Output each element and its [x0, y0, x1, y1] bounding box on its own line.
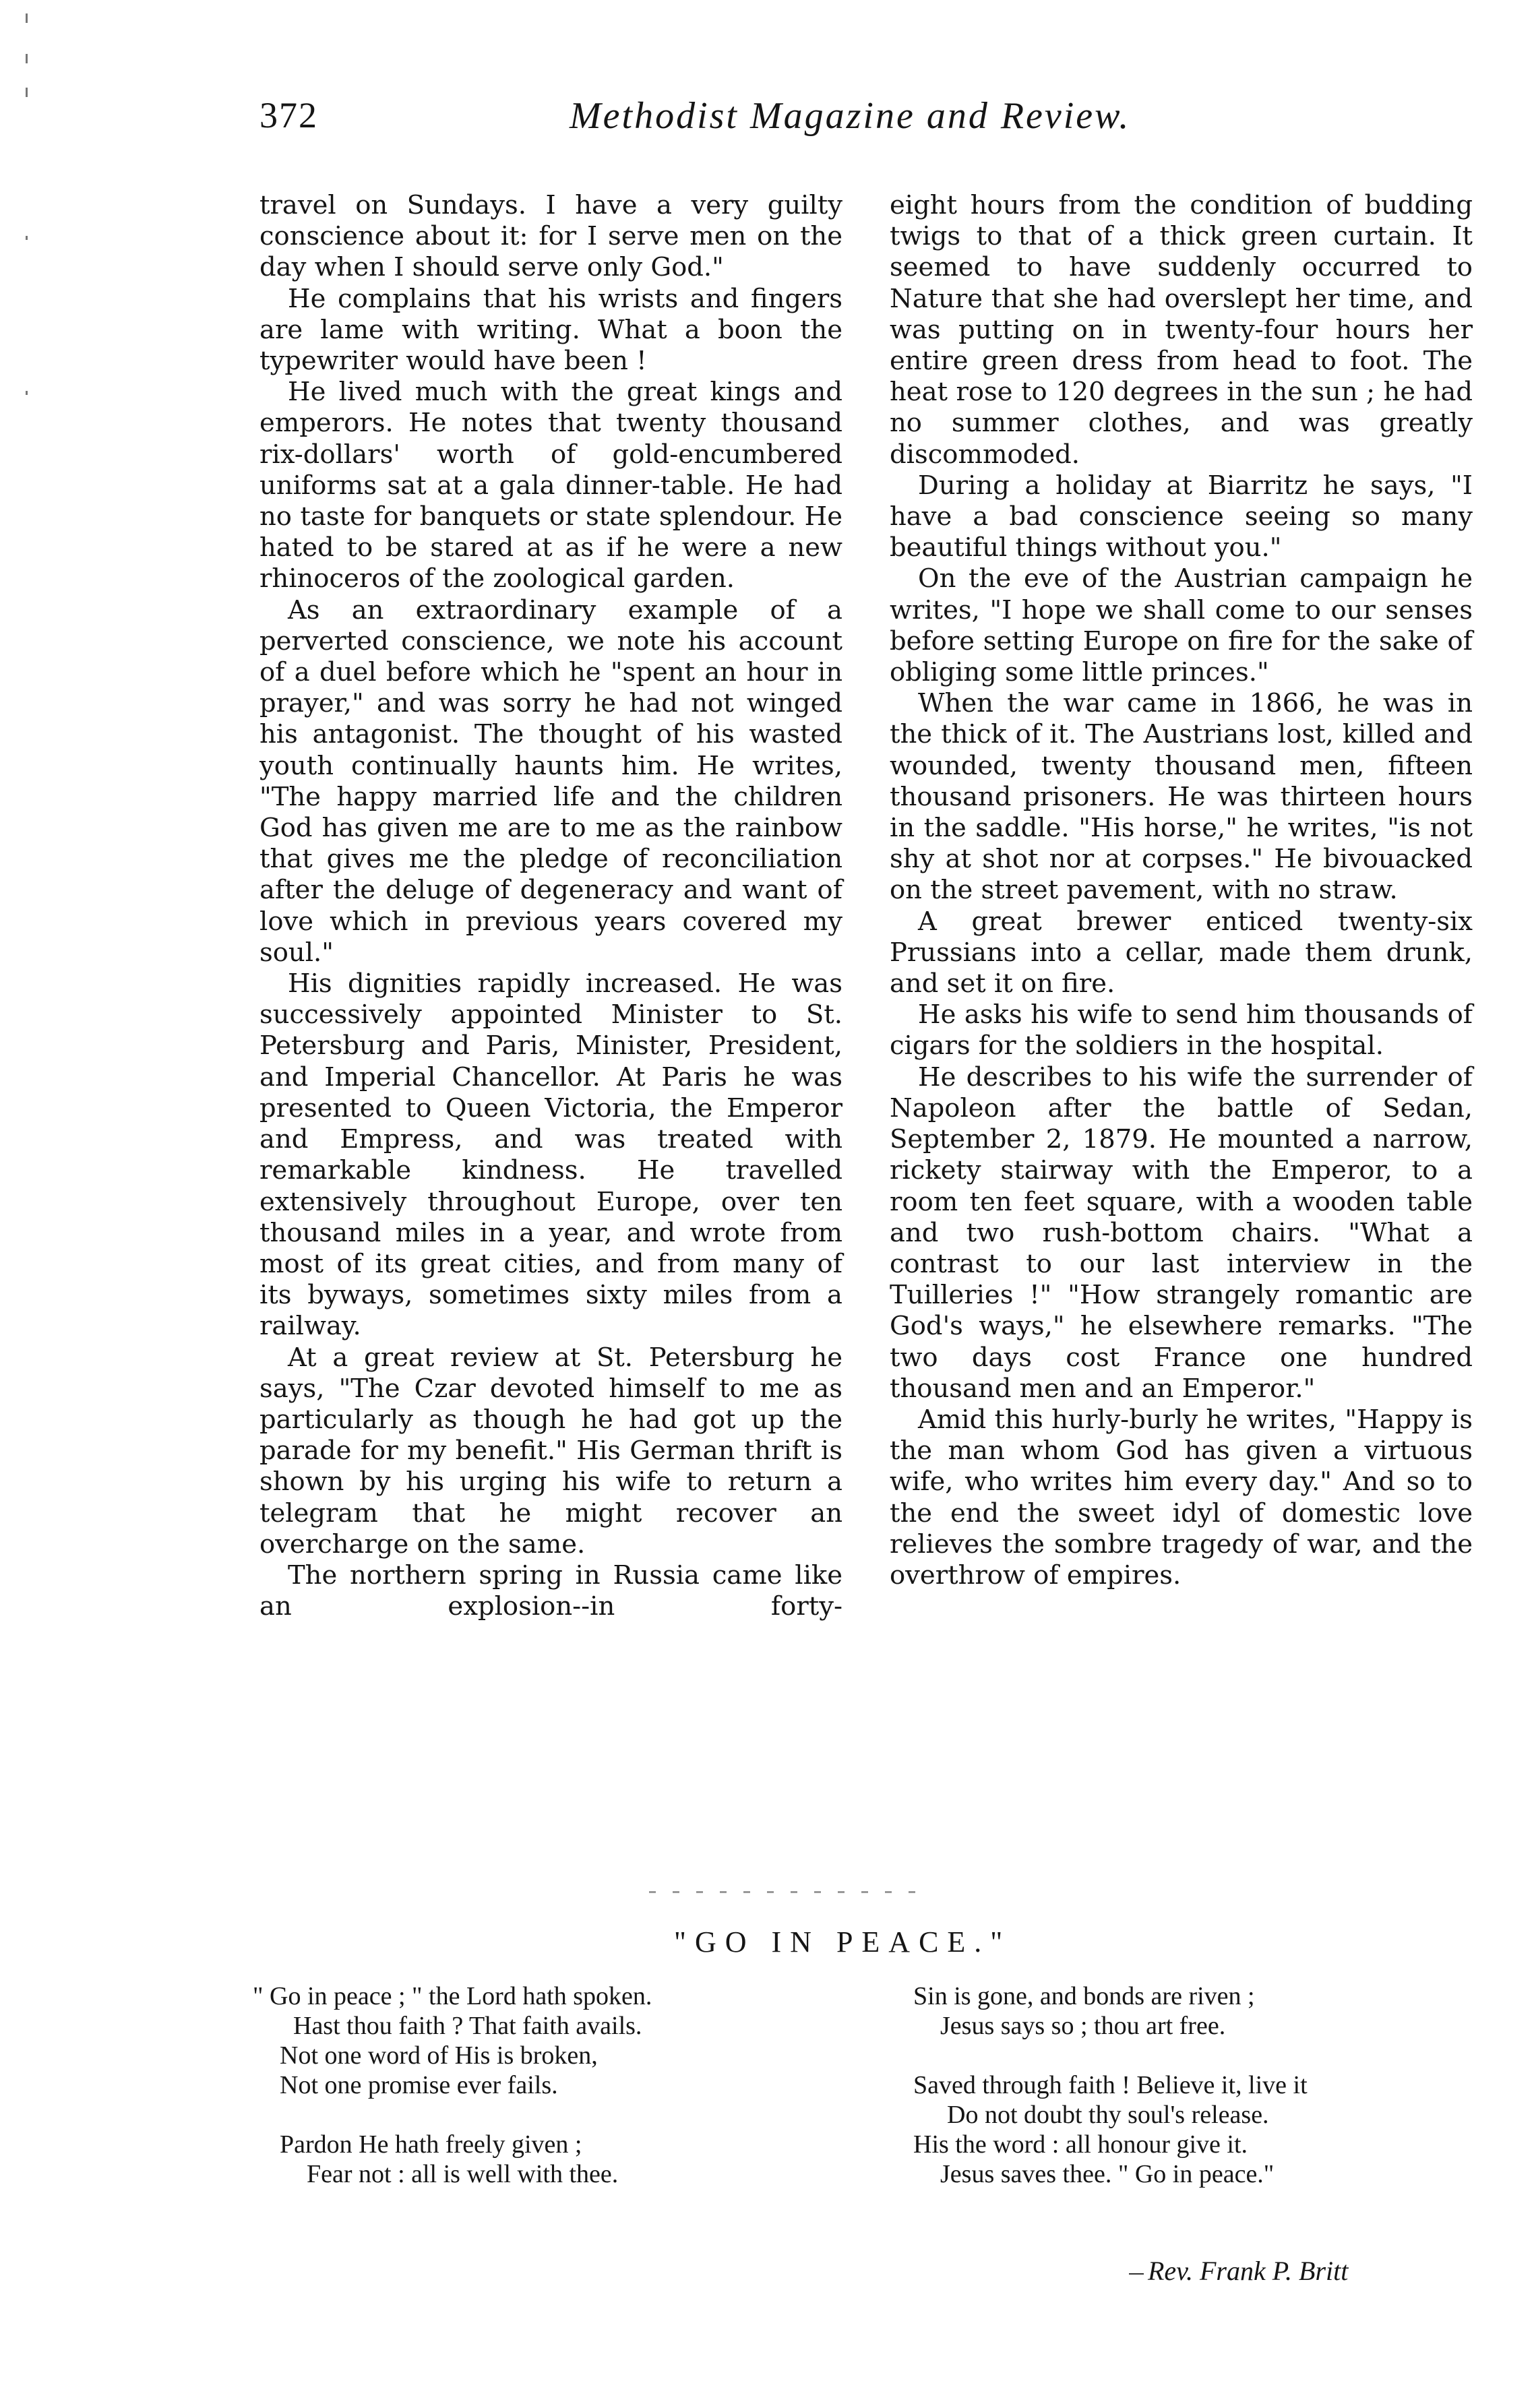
- left-text-column: [259, 190, 842, 1622]
- paragraph: The northern spring in Russia came like an explosion--in forty-: [259, 1560, 842, 1622]
- poem-line: Saved through faith ! Believe it, live it: [913, 2071, 1308, 2099]
- paragraph: On the eve of the Austrian campaign he writes, "I hope we shall come to our senses before setting Europe on fire for the sake of obliging some little princes.": [890, 563, 1473, 688]
- paragraph: eight hours from the condition of budding twigs to that of a thick green curtain. It seemed to have suddenly occurred to Nature that she had overslept her time, and was putting on in twenty-four hours her entire green dress from head to foot. The heat rose to 120 degrees in the sun ; he had no summer clothes, and was greatly discommoded.: [890, 190, 1473, 470]
- poem-stanza: [913, 2070, 1308, 2189]
- paragraph: During a holiday at Biarritz he says, "I have a bad conscience seeing so many beautiful things without you.": [890, 470, 1473, 563]
- poem-stanza: [253, 2130, 652, 2189]
- paragraph: Amid this hurly-burly he writes, "Happy is the man whom God has given a virtuous wife, who writes him every day." And so to the end the sweet idyl of domestic love relieves the sombre tragedy of war, and the overthrow of empires.: [890, 1404, 1473, 1591]
- poem-left-column: [253, 1981, 652, 2219]
- poem-right-column: [913, 1981, 1308, 2219]
- section-divider: [640, 1891, 923, 1894]
- poem-title: "GO IN PEACE.": [674, 1925, 1012, 1958]
- page-header: [259, 94, 1473, 155]
- paragraph: He lived much with the great kings and emperors. He notes that twenty thousand rix-dollars' worth of gold-encumbered uniforms sat at a gala dinner-table. He had no taste for banquets or state splendour. He hated to be stared at as if he were a new rhinoceros of the zoological garden.: [259, 377, 842, 594]
- poem-line: Fear not : all is well with thee.: [307, 2160, 619, 2188]
- poem-author: [1129, 2255, 1348, 2287]
- author-name: Rev. Frank P. Britt: [1148, 2256, 1349, 2286]
- right-text-column: [890, 190, 1473, 1591]
- poem-line: Sin is gone, and bonds are riven ;: [913, 1982, 1255, 2010]
- paragraph: When the war came in 1866, he was in the thick of it. The Austrians lost, killed and wounded, twenty thousand men, fifteen thousand prisoners. He was thirteen hours in the saddle. "His horse," he writes, "is not shy at shot nor at corpses." He bivouacked on the street pavement, with no straw.: [890, 688, 1473, 906]
- running-head: Methodist Magazine and Review.: [570, 95, 1131, 137]
- paragraph: At a great review at St. Petersburg he says, "The Czar devoted himself to me as particularly as though he had got up the parade for my benefit." His German thrift is shown by his urging his wife to return a telegram that he might recover an overcharge on the same.: [259, 1342, 842, 1560]
- poem-stanza: [913, 1981, 1308, 2041]
- scan-margin-marks: [20, 13, 34, 485]
- poem-line: Jesus saves thee. " Go in peace.": [940, 2160, 1275, 2188]
- poem-line: Not one promise ever fails.: [280, 2071, 558, 2099]
- paragraph: travel on Sundays. I have a very guilty conscience about it: for I serve men on the day when I should serve only God.": [259, 190, 842, 283]
- paragraph: As an extraordinary example of a perverted conscience, we note his account of a duel before which he "spent an hour in prayer," and was sorry he had not winged his antagonist. The thought of his wasted youth continually haunts him. He writes, "The happy married life and the children God has given me are to me as the rainbow that gives me the pledge of reconciliation after the deluge of degeneracy and want of love which in previous years covered my soul.": [259, 594, 842, 968]
- paragraph: He describes to his wife the surrender of Napoleon after the battle of Sedan, September 2, 1879. He mounted a narrow, rickety stairway with the Emperor, to a room ten feet square, with a wooden table and two rush-bottom chairs. "What a contrast to our last interview in the Tuilleries !" "How strangely romantic are God's ways," he elsewhere remarks. "The two days cost France one hundred thousand men and an Emperor.": [890, 1061, 1473, 1404]
- paragraph: A great brewer enticed twenty-six Prussians into a cellar, made them drunk, and set it on fire.: [890, 906, 1473, 999]
- paragraph: He asks his wife to send him thousands of cigars for the soldiers in the hospital.: [890, 999, 1473, 1061]
- poem-line: Pardon He hath freely given ;: [280, 2130, 582, 2159]
- poem-line: " Go in peace ; " the Lord hath spoken.: [253, 1982, 652, 2010]
- paragraph: His dignities rapidly increased. He was successively appointed Minister to St. Petersburg and Paris, Minister, President, and Imperial Chancellor. At Paris he was presented to Queen Victoria, the Emperor and Empress, and was treated with remarkable kindness. He travelled extensively throughout Europe, over ten thousand miles in a year, and wrote from most of its great cities, and from many of its byways, sometimes sixty miles from a railway.: [259, 968, 842, 1342]
- author-dash: [1129, 2273, 1144, 2275]
- paragraph: He complains that his wrists and fingers are lame with writing. What a boon the typewriter would have been !: [259, 283, 842, 377]
- poem-line: Not one word of His is broken,: [280, 2041, 598, 2070]
- poem-line: Jesus says so ; thou art free.: [940, 2012, 1226, 2040]
- page-number: 372: [259, 95, 318, 135]
- poem-line: Hast thou faith ? That faith avails.: [293, 2012, 642, 2040]
- poem-line: Do not doubt thy soul's release.: [947, 2101, 1269, 2129]
- poem-stanza: [253, 1981, 652, 2100]
- poem-line: His the word : all honour give it.: [913, 2130, 1248, 2159]
